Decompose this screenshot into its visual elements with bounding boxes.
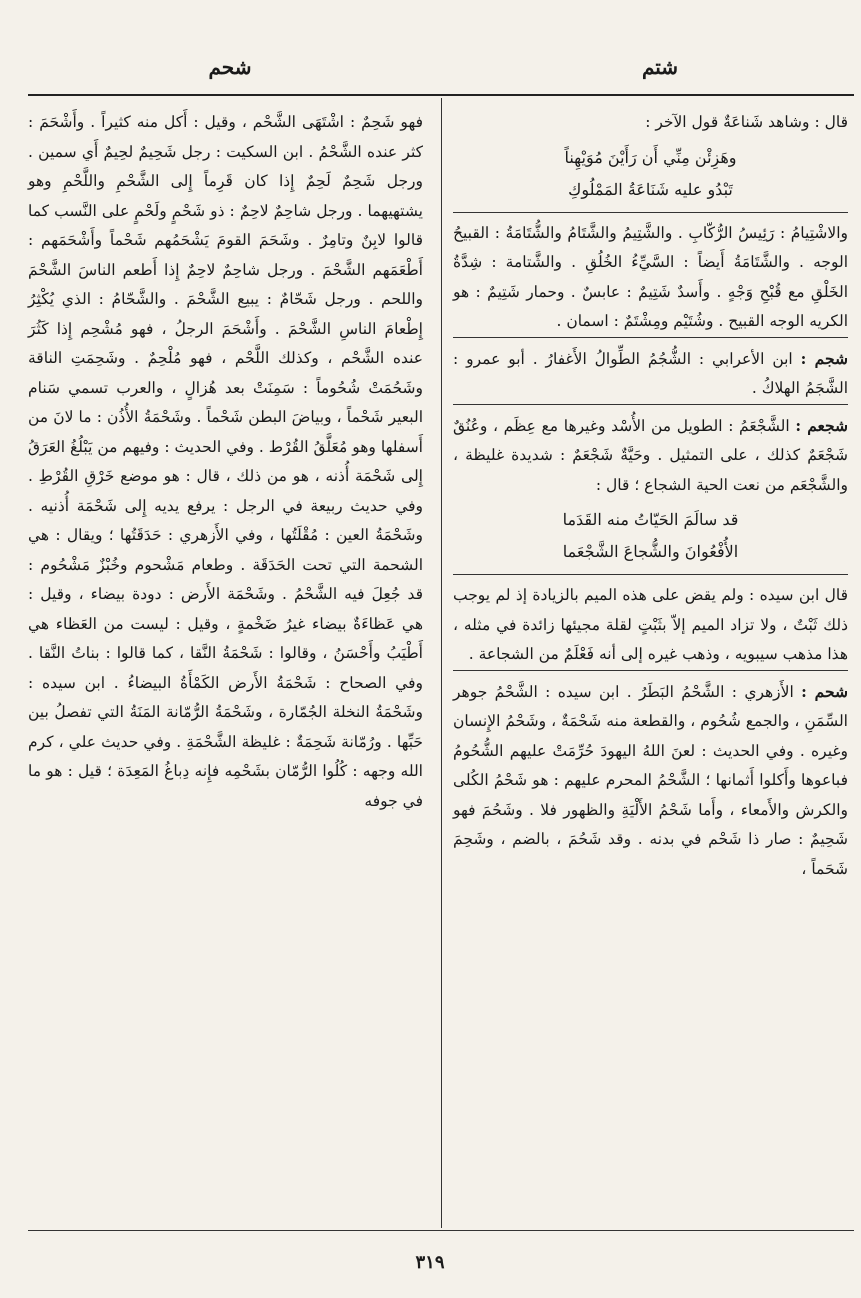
entry-shahm: [453, 670, 848, 885]
verse-intro: قال : وشاهد شَناعَةٌ قول الآخر :: [645, 113, 848, 131]
header-right-word: شتم: [641, 55, 679, 79]
header-rule: [28, 94, 854, 96]
paragraph-shatam: والاشْتِيامُ : رَئِيسُ الرُّكّابِ . والشَّتِيمُ والشَّتَامُ والشُّتَامَةُ : القبيحُ الوجه . والشَّتَامَةُ أَيضاً : السَّيِّءُ الخُلُقِ . والشَّتامة : شِدَّةُ الخَلْقِ مع قُبْحِ وَجْهٍ . وأَسدٌ شَتِيمٌ : عابسٌ . وحمار شَتِيمٌ : هو الكريه الوجه القبيح . وشُتَيْم ومِشْتَمٌ : اسمان .: [453, 212, 848, 337]
entry-body-shahm: الأَزهري : الشَّحْمُ البَطَرُ . ابن سيده : الشَّحْمُ جوهر السِّمَنِ ، والجمع شُحُوم ، والقطعة منه شَحْمَةٌ ، وشَحْمُ الإِنسان وغيره . وفي الحديث : لعنَ اللهُ اليهودَ حُرِّمَتْ عليهم الشُّحُومُ فباعوها وأَكلوا أَثمانها ؛ الشَّحْمُ المحرم عليهم : هو شَحْمُ الكُلى والكرش والأَمعاء ، وأَما شَحْمُ الأَلْيَةِ والظهور فلا . وشَحُمَ فهو شَحِيمٌ : صار ذا شَحْم في بدنه . وقد شَحُمَ ، بالضم ، وشَحِمَ شَحَماً ،: [453, 682, 848, 878]
verse-line: الأُفْعُوانَ والشُّجاعَ الشَّجْعَما: [562, 542, 739, 561]
entry-shajaam: [453, 404, 848, 501]
verse-shanaah: [453, 142, 848, 206]
entry-shajam: [453, 337, 848, 404]
page-number: ٣١٩: [415, 1252, 445, 1273]
page-header: [0, 55, 861, 95]
entry-head-shajam: شجم :: [800, 348, 848, 368]
verse-shajaam: [453, 504, 848, 568]
header-left-word: شحم: [208, 55, 252, 79]
paragraph-ibn-sida: قال ابن سيده : ولم يقض على هذه الميم بالزيادة إذ لم يوجب ذلك ثَبْتٌ ، ولا تزاد الميم إلاّ بثَبْتٍ لقلة مجيئها زائدة في مثله ، هذا مذهب سيبويه ، وذهب غيره إلى أنه فَعْلَمٌ من الشجاعة .: [453, 574, 848, 670]
entry-body-shajam: ابن الأعرابي : الشُّجُمُ الطِّوالُ الأَغفارُ . أبو عمرو : الشَّجَمُ الهلاكُ .: [453, 349, 848, 397]
left-column: [28, 108, 423, 816]
entry-body-shajaam: الشَّجْعَمُ : الطويل من الأُسْد وغيرها مع عِظَم ، وعُنُقٌ شَجْعَمٌ كذلك ، على التمثيل . وحَيَّةٌ شَجْعَمٌ : شديدة غليظة ، والشَّجْعَم من نعت الحية الشجاع ؛ قال :: [453, 416, 848, 494]
footer-rule: [28, 1230, 854, 1231]
entry-head-shahm: شحم :: [801, 681, 848, 701]
entry-shahm-continued: فهو شَحِمٌ : اشْتَهَى الشَّحْم ، وقيل : أَكل منه كثيراً . وأَشْحَمَ : كثر عنده الشَّحْمُ . ابن السكيت : رجل شَحِيمٌ لحِيمٌ أَي سمين . ورجل شَحِمٌ لَحِمٌ إِذا كان قَرِماً إِلى الشَّحْمِ واللَّحْمِ وهو يشتهيهما . ورجل شاحِمٌ لاحِمٌ : ذو شَحْمٍ ولَحْمٍ على النَّسب كما قالوا لابِنٌ وتامِرٌ . وشَحَمَ القومَ يَشْحَمُهم شَحْماً وأَشْحَمَهم : أَطْعَمَهم الشَّحْمَ . ورجل شاحِمٌ لاحِمٌ إِذا أَطعم الناسَ الشَّحْمَ واللحم . ورجل شَحّامٌ : يبيع الشَّحْمَ . والشَّحّامُ : الذي يُكْثِرُ إِطْعامَ الناسِ الشَّحْمَ . وأَشْحَمَ الرجلُ ، فهو مُشْحِم إِذا كَثُرَ عنده الشَّحْم ، وكذلك اللَّحْم ، فهو مُلْحِمٌ . وشَحِمَتِ الناقة وشَحُمَتْ شُحُوماً : سَمِنَتْ بعد هُزالٍ ، والعرب تسمي سَنام البعير شَحْماً ، وبياضَ البطن شَحْماً . وشَحْمَةُ الأُذُن : ما لانَ من أَسفلها وهو مُعَلَّقُ القُرْط . وفي الحديث : وفيهم من يَبْلُغُ العَرَقُ إِلى شَحْمَة أُذنه ، هو من ذلك ، قال : هو موضع خَرْقِ القُرْطِ . وفي حديث ربيعة في الرجل : يرفع يديه إِلى شَحْمَة أُذنيه . وشَحْمَةُ العين : مُقْلَتُها ، وفي الأَزهري : حَدَقَتُها ؛ ويقال : هي الشحمة التي تحت الحَدَقَة . وطعام مَشْحوم وخُبْزٌ مَشْحُوم : قد جُعِلَ فيه الشَّحْمُ . وشَحْمَة الأَرض : دودة بيضاء ، وقيل : هي عَظاءَةٌ بيضاء غيرُ ضَخْمةٍ ، وقيل : ليست من العَظاء هي أَطْيَبُ وأَحْسَنُ ، وقالوا : شَحْمَةُ النَّقا ، كما قالوا : بناتُ النَّقا . وفي الصحاح : شَحْمَةُ الأَرض الكَمْأَةُ البيضاءُ . ابن سيده : وشَحْمَةُ النخلة الجُمّارة ، وشَحْمَةُ الرُّمّانة المَنَةُ التي تفصلُ بين حَبِّها . ورُمّانة شَحِمَةٌ : غليظة الشَّحْمَةِ . وفي حديث علي ، كرم الله وجهه : كُلُوا الرُّمّان بشَحْمِه فإِنه دِباغُ المَعِدَة ؛ قيل : هو ما في جوفه: [28, 113, 423, 810]
entry-head-shajaam: شجعم :: [795, 415, 848, 435]
verse-line: قد سالَمَ الحَيّاتُ منه القَدَما: [562, 510, 739, 529]
column-divider: [441, 98, 442, 1228]
right-column: [453, 108, 848, 884]
verse-line: وهَزِئْن مِنِّي أَن رَأَيْنَ مُوَيْهِناً: [564, 147, 737, 167]
verse-line: تَبْدُو عليه شَنَاعَةُ المَمْلُوكِ: [568, 179, 733, 199]
